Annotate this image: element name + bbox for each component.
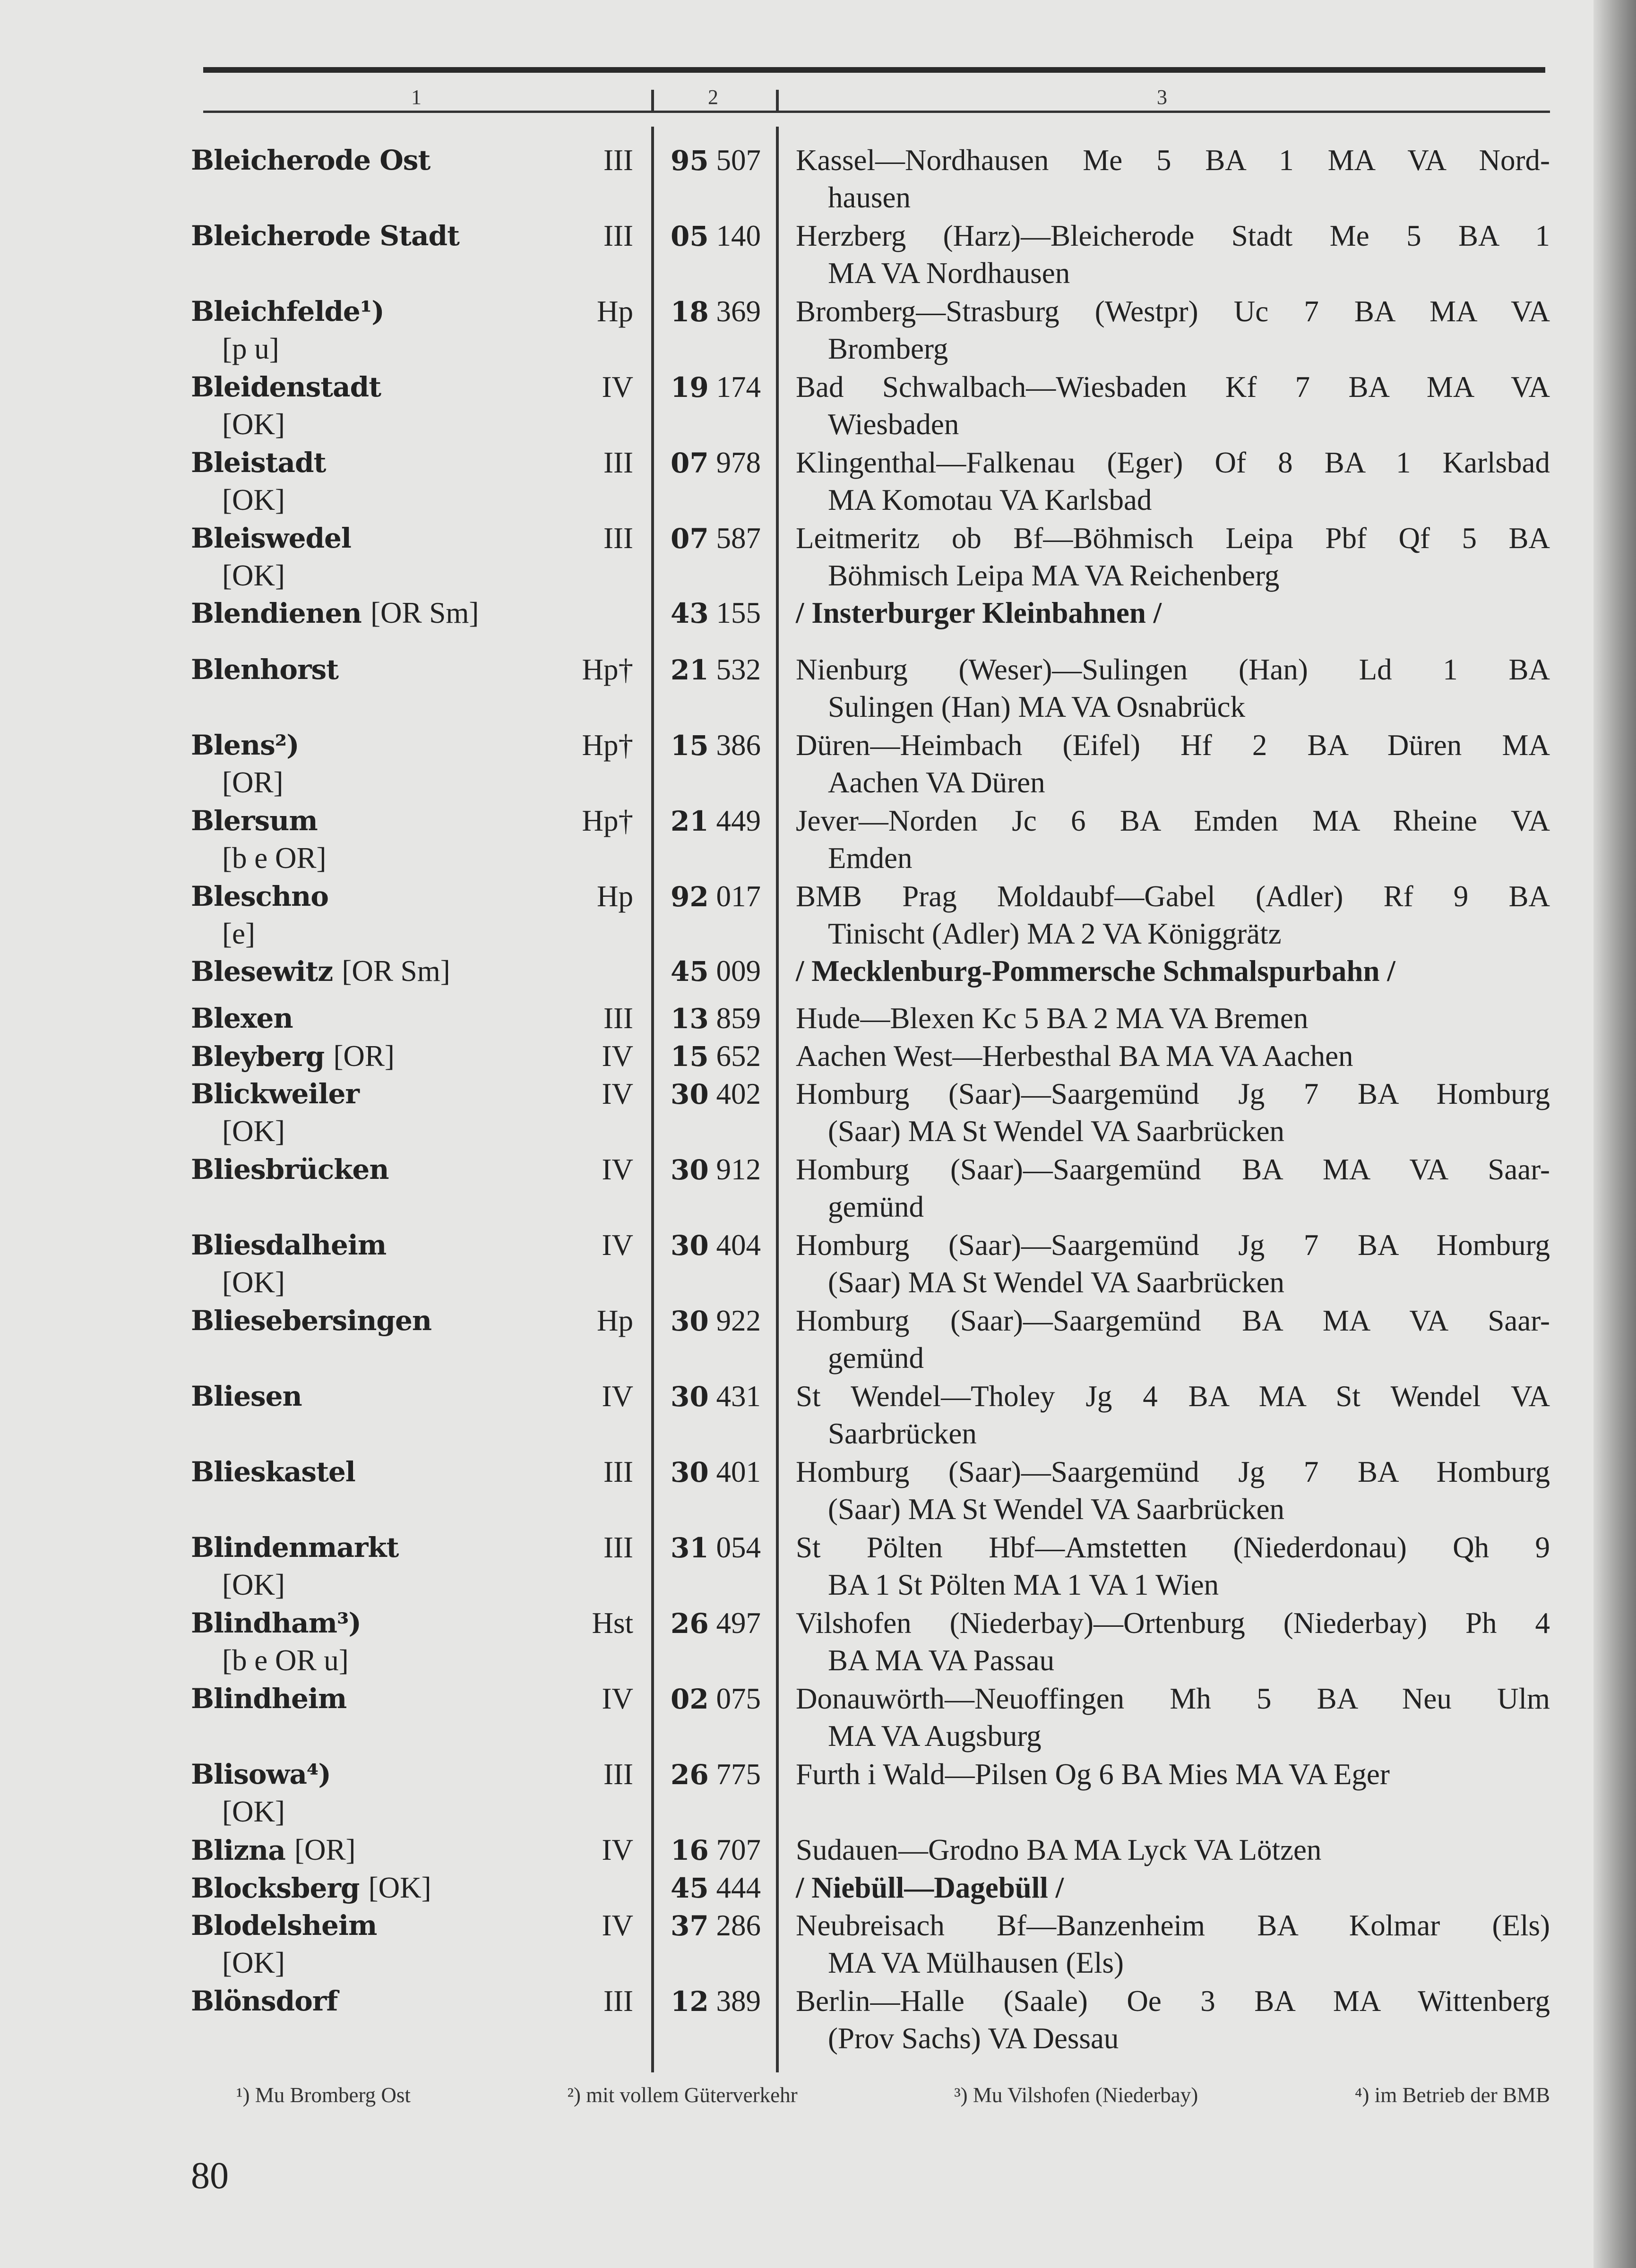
station-note: [OK] bbox=[222, 1946, 285, 1979]
station-number-suffix: 155 bbox=[716, 596, 761, 629]
station-number-suffix: 449 bbox=[716, 804, 761, 837]
route-description bbox=[796, 520, 1550, 594]
station-number-prefix: 15 bbox=[671, 1040, 709, 1073]
station-number-suffix: 404 bbox=[716, 1228, 761, 1262]
station-note: [OR Sm] bbox=[370, 596, 479, 629]
route-line: Sudauen—Grodno BA MA Lyck VA Lötzen bbox=[796, 1833, 1322, 1866]
station-number-suffix: 507 bbox=[716, 144, 761, 177]
station-class: III bbox=[603, 446, 633, 479]
station-number bbox=[666, 444, 761, 482]
station-number-prefix: 92 bbox=[671, 881, 709, 913]
station-number bbox=[666, 217, 761, 255]
station-number-suffix: 009 bbox=[716, 954, 761, 988]
route-line: Herzberg (Harz)—Bleicherode Stadt Me 5 BA 1 bbox=[796, 219, 1550, 252]
column-divider-1 bbox=[651, 127, 654, 2072]
station-number-suffix: 775 bbox=[716, 1758, 761, 1791]
route-line-continuation: (Saar) MA St Wendel VA Saarbrücken bbox=[828, 1266, 1285, 1299]
route-line: St Wendel—Tholey Jg 4 BA MA St Wendel VA bbox=[796, 1380, 1550, 1413]
route-description bbox=[796, 1151, 1550, 1226]
station-number-suffix: 369 bbox=[716, 295, 761, 328]
route-line-continuation: MA VA Augsburg bbox=[828, 1719, 1042, 1753]
route-description bbox=[796, 1680, 1550, 1755]
route-line: St Pölten Hbf—Amstetten (Niederdonau) Qh 9 bbox=[796, 1531, 1550, 1564]
route-line: Homburg (Saar)—Saargemünd Jg 7 BA Homburg bbox=[796, 1455, 1550, 1488]
station-number-prefix: 37 bbox=[671, 1910, 709, 1942]
route-line-continuation: Tinischt (Adler) MA 2 VA Königgrätz bbox=[828, 917, 1282, 950]
station-number-suffix: 444 bbox=[716, 1871, 761, 1904]
route-line-continuation: BA 1 St Pölten MA 1 VA 1 Wien bbox=[828, 1568, 1219, 1601]
station-note: [OK] bbox=[222, 483, 285, 516]
station-number-prefix: 12 bbox=[671, 1985, 709, 2018]
route-description bbox=[796, 594, 1550, 632]
station-class: IV bbox=[602, 1909, 633, 1942]
route-line: Aachen West—Herbesthal BA MA VA Aachen bbox=[796, 1040, 1353, 1073]
station-number-suffix: 912 bbox=[716, 1153, 761, 1186]
station-number-prefix: 31 bbox=[671, 1532, 709, 1564]
station-number bbox=[666, 1302, 761, 1340]
route-description bbox=[796, 651, 1550, 726]
station-class: IV bbox=[602, 1153, 633, 1186]
station-number bbox=[666, 594, 761, 632]
station-note: [OK] bbox=[368, 1871, 431, 1904]
station-name: Blesewitz bbox=[191, 955, 333, 988]
station-class: IV bbox=[602, 1682, 633, 1715]
station-number bbox=[666, 651, 761, 689]
station-name: Blodelsheim bbox=[191, 1909, 377, 1942]
station-number-prefix: 43 bbox=[671, 597, 709, 629]
station-name: Blickweiler bbox=[191, 1078, 359, 1110]
station-number bbox=[666, 1000, 761, 1038]
route-line-continuation: MA VA Mülhausen (Els) bbox=[828, 1946, 1124, 1979]
route-description bbox=[796, 1831, 1550, 1869]
station-number bbox=[666, 1869, 761, 1907]
footnote-2: ²) mit vollem Güterverkehr bbox=[567, 2083, 798, 2107]
station-class: IV bbox=[602, 1228, 633, 1262]
station-class: III bbox=[603, 1758, 633, 1791]
station-number bbox=[666, 520, 761, 558]
route-description bbox=[796, 1378, 1550, 1452]
station-number bbox=[666, 1227, 761, 1264]
station-class: Hp† bbox=[582, 729, 633, 762]
station-note: [OK] bbox=[222, 559, 285, 592]
page-number: 80 bbox=[191, 2155, 229, 2197]
station-number bbox=[666, 1680, 761, 1718]
route-description bbox=[796, 1907, 1550, 1982]
station-name: Blisowa⁴) bbox=[191, 1758, 331, 1790]
station-note: [e] bbox=[222, 917, 255, 950]
station-number-suffix: 401 bbox=[716, 1455, 761, 1488]
station-number-suffix: 652 bbox=[716, 1040, 761, 1073]
route-line-continuation: BA MA VA Passau bbox=[828, 1644, 1055, 1677]
station-class: III bbox=[603, 144, 633, 177]
route-description bbox=[796, 1529, 1550, 1604]
station-number-prefix: 07 bbox=[671, 523, 709, 555]
route-description bbox=[796, 1227, 1550, 1301]
route-line: Hude—Blexen Kc 5 BA 2 MA VA Bremen bbox=[796, 1002, 1309, 1035]
station-class: Hp† bbox=[582, 804, 633, 837]
route-line: BMB Prag Moldaubf—Gabel (Adler) Rf 9 BA bbox=[796, 880, 1550, 913]
station-number-suffix: 707 bbox=[716, 1833, 761, 1866]
route-line: Klingenthal—Falkenau (Eger) Of 8 BA 1 Karlsbad bbox=[796, 446, 1550, 479]
station-number-suffix: 859 bbox=[716, 1002, 761, 1035]
station-number-prefix: 30 bbox=[671, 1305, 709, 1337]
route-line: Homburg (Saar)—Saargemünd BA MA VA Saar- bbox=[796, 1153, 1550, 1186]
station-number-prefix: 30 bbox=[671, 1078, 709, 1110]
station-name: Blendienen bbox=[191, 597, 362, 629]
route-description bbox=[796, 1302, 1550, 1377]
station-name: Blersum bbox=[191, 805, 318, 837]
station-number-prefix: 30 bbox=[671, 1456, 709, 1488]
route-line: Berlin—Halle (Saale) Oe 3 BA MA Wittenberg bbox=[796, 1984, 1550, 2018]
station-number-suffix: 402 bbox=[716, 1077, 761, 1110]
route-line-continuation: Böhmisch Leipa MA VA Reichenberg bbox=[828, 559, 1280, 592]
station-number-prefix: 26 bbox=[671, 1759, 709, 1791]
station-number-suffix: 922 bbox=[716, 1304, 761, 1337]
station-number bbox=[666, 142, 761, 180]
station-name: Blindenmarkt bbox=[191, 1531, 399, 1564]
route-description bbox=[796, 369, 1550, 443]
station-number-prefix: 16 bbox=[671, 1834, 709, 1866]
route-line-continuation: MA VA Nordhausen bbox=[828, 257, 1070, 290]
station-note: [OR] bbox=[294, 1833, 356, 1866]
station-name: Bleichfelde¹) bbox=[191, 295, 384, 327]
station-class: III bbox=[603, 219, 633, 252]
route-description bbox=[796, 293, 1550, 368]
route-line-continuation: Saarbrücken bbox=[828, 1417, 977, 1450]
route-line: Kassel—Nordhausen Me 5 BA 1 MA VA Nord- bbox=[796, 144, 1550, 177]
station-name: Blieskastel bbox=[191, 1456, 355, 1488]
station-number-prefix: 19 bbox=[671, 371, 709, 404]
station-number-suffix: 286 bbox=[716, 1909, 761, 1942]
station-class: IV bbox=[602, 1380, 633, 1413]
station-number bbox=[666, 1529, 761, 1567]
station-number-suffix: 389 bbox=[716, 1984, 761, 2018]
station-number-suffix: 532 bbox=[716, 653, 761, 686]
station-number-suffix: 017 bbox=[716, 880, 761, 913]
station-number bbox=[666, 1907, 761, 1945]
station-note: [OR] bbox=[333, 1040, 395, 1073]
route-line: / Insterburger Kleinbahnen / bbox=[796, 596, 1162, 629]
station-name-cell bbox=[191, 594, 607, 632]
station-name: Blönsdorf bbox=[191, 1985, 338, 2017]
station-name: Blocksberg bbox=[191, 1872, 360, 1904]
top-rule bbox=[203, 67, 1545, 73]
station-class: Hp bbox=[597, 295, 633, 328]
header-divider-2 bbox=[776, 90, 779, 112]
station-name: Bleistadt bbox=[191, 447, 326, 479]
station-number-prefix: 18 bbox=[671, 296, 709, 328]
station-note: [OR] bbox=[222, 766, 284, 799]
station-class: Hp bbox=[597, 880, 633, 913]
route-line: Bromberg—Strasburg (Westpr) Uc 7 BA MA VA bbox=[796, 295, 1550, 328]
station-note: [b e OR u] bbox=[222, 1644, 349, 1677]
station-name: Bleicherode Stadt bbox=[191, 220, 459, 252]
column-divider-2 bbox=[776, 127, 779, 2072]
station-note: [OK] bbox=[222, 1266, 285, 1299]
route-line: Homburg (Saar)—Saargemünd BA MA VA Saar- bbox=[796, 1304, 1550, 1337]
route-line-continuation: gemünd bbox=[828, 1190, 924, 1223]
station-class: Hp† bbox=[582, 653, 633, 686]
station-name: Blenhorst bbox=[191, 653, 338, 686]
route-description bbox=[796, 878, 1550, 953]
route-line: Jever—Norden Jc 6 BA Emden MA Rheine VA bbox=[796, 804, 1550, 837]
station-name: Bliesebersingen bbox=[191, 1305, 432, 1337]
station-class: Hst bbox=[592, 1606, 633, 1640]
station-class: Hp bbox=[597, 1304, 633, 1337]
route-description bbox=[796, 1075, 1550, 1150]
route-description bbox=[796, 1038, 1550, 1075]
header-rule bbox=[203, 111, 1550, 113]
station-name: Bliesen bbox=[191, 1380, 302, 1412]
station-name: Blizna bbox=[191, 1834, 285, 1866]
page-edge-shadow bbox=[1593, 0, 1636, 2268]
station-class: III bbox=[603, 1455, 633, 1488]
route-description bbox=[796, 444, 1550, 519]
route-line-continuation: (Prov Sachs) VA Dessau bbox=[828, 2022, 1119, 2055]
station-number-suffix: 075 bbox=[716, 1682, 761, 1715]
route-description bbox=[796, 1000, 1550, 1037]
station-note: [b e OR] bbox=[222, 842, 327, 875]
station-number bbox=[666, 878, 761, 916]
station-name: Bleschno bbox=[191, 880, 328, 912]
station-class: III bbox=[603, 1531, 633, 1564]
station-number-prefix: 13 bbox=[671, 1003, 709, 1035]
station-number bbox=[666, 1831, 761, 1869]
route-line-continuation: hausen bbox=[828, 181, 911, 214]
route-description bbox=[796, 142, 1550, 216]
station-number-prefix: 95 bbox=[671, 145, 709, 177]
route-line: Furth i Wald—Pilsen Og 6 BA Mies MA VA Eger bbox=[796, 1758, 1390, 1791]
station-name: Bleicherode Ost bbox=[191, 144, 431, 176]
route-line-continuation: gemünd bbox=[828, 1341, 924, 1375]
station-number-prefix: 02 bbox=[671, 1683, 709, 1715]
station-name: Blindham³) bbox=[191, 1607, 361, 1639]
route-line: / Niebüll—Dagebüll / bbox=[796, 1871, 1064, 1904]
station-name: Bleiswedel bbox=[191, 522, 351, 554]
station-number bbox=[666, 369, 761, 406]
route-description bbox=[796, 1605, 1550, 1679]
station-number-prefix: 30 bbox=[671, 1229, 709, 1262]
station-note: [OK] bbox=[222, 408, 285, 441]
station-class: IV bbox=[602, 370, 633, 404]
station-note: [OR Sm] bbox=[342, 954, 450, 988]
station-number bbox=[666, 1756, 761, 1794]
station-number bbox=[666, 802, 761, 840]
station-class: III bbox=[603, 522, 633, 555]
station-number bbox=[666, 293, 761, 331]
station-number-prefix: 15 bbox=[671, 730, 709, 762]
route-line: Donauwörth—Neuoffingen Mh 5 BA Neu Ulm bbox=[796, 1682, 1550, 1715]
route-line-continuation: Wiesbaden bbox=[828, 408, 959, 441]
station-number bbox=[666, 1453, 761, 1491]
column-header-3: 3 bbox=[1157, 86, 1167, 109]
footnotes bbox=[236, 2083, 1550, 2107]
header-divider-1 bbox=[651, 90, 654, 112]
footnote-3: ³) Mu Vilshofen (Niederbay) bbox=[954, 2083, 1198, 2107]
route-description bbox=[796, 1983, 1550, 2057]
route-line: Düren—Heimbach (Eifel) Hf 2 BA Düren MA bbox=[796, 729, 1550, 762]
station-number-suffix: 174 bbox=[716, 370, 761, 404]
station-number-suffix: 497 bbox=[716, 1606, 761, 1640]
route-line: Leitmeritz ob Bf—Böhmisch Leipa Pbf Qf 5 BA bbox=[796, 522, 1550, 555]
station-class: III bbox=[603, 1002, 633, 1035]
station-number bbox=[666, 1151, 761, 1189]
station-number bbox=[666, 1983, 761, 2020]
station-note: [OK] bbox=[222, 1568, 285, 1601]
station-name: Blindheim bbox=[191, 1683, 347, 1715]
station-number-suffix: 386 bbox=[716, 729, 761, 762]
station-name: Blexen bbox=[191, 1002, 293, 1034]
station-number-prefix: 07 bbox=[671, 447, 709, 479]
station-number-prefix: 21 bbox=[671, 805, 709, 837]
station-class: IV bbox=[602, 1077, 633, 1110]
station-number-prefix: 30 bbox=[671, 1154, 709, 1186]
station-number-prefix: 05 bbox=[671, 220, 709, 252]
column-header-2: 2 bbox=[708, 86, 718, 109]
route-line: Homburg (Saar)—Saargemünd Jg 7 BA Homburg bbox=[796, 1228, 1550, 1262]
route-line-continuation: (Saar) MA St Wendel VA Saarbrücken bbox=[828, 1493, 1285, 1526]
station-number-prefix: 26 bbox=[671, 1607, 709, 1640]
station-number-suffix: 431 bbox=[716, 1380, 761, 1413]
route-line: / Mecklenburg-Pommersche Schmalspurbahn / bbox=[796, 954, 1395, 988]
station-name: Blens²) bbox=[191, 729, 299, 761]
route-line-continuation: Aachen VA Düren bbox=[828, 766, 1045, 799]
route-line-continuation: Sulingen (Han) MA VA Osnabrück bbox=[828, 690, 1246, 723]
station-number-suffix: 978 bbox=[716, 446, 761, 479]
footnote-1: ¹) Mu Bromberg Ost bbox=[236, 2083, 411, 2107]
station-number bbox=[666, 1605, 761, 1642]
route-line-continuation: Bromberg bbox=[828, 332, 948, 365]
station-number-prefix: 45 bbox=[671, 1872, 709, 1904]
station-number bbox=[666, 727, 761, 765]
route-line: Nienburg (Weser)—Sulingen (Han) Ld 1 BA bbox=[796, 653, 1550, 686]
station-name-cell bbox=[191, 1869, 607, 1907]
route-description bbox=[796, 1869, 1550, 1907]
station-number-prefix: 30 bbox=[671, 1381, 709, 1413]
station-note: [OK] bbox=[222, 1115, 285, 1148]
route-line: Neubreisach Bf—Banzenheim BA Kolmar (Els) bbox=[796, 1909, 1550, 1942]
station-name: Bliesdalheim bbox=[191, 1229, 387, 1261]
route-line-continuation: MA Komotau VA Karlsbad bbox=[828, 483, 1152, 516]
footnote-4: ⁴) im Betrieb der BMB bbox=[1354, 2083, 1550, 2107]
route-description bbox=[796, 953, 1550, 990]
route-line: Vilshofen (Niederbay)—Ortenburg (Niederbay) Ph 4 bbox=[796, 1606, 1550, 1640]
station-number bbox=[666, 1075, 761, 1113]
station-number-suffix: 587 bbox=[716, 522, 761, 555]
station-name-cell bbox=[191, 953, 607, 990]
station-name: Bleidenstadt bbox=[191, 371, 381, 403]
route-description bbox=[796, 1756, 1550, 1793]
route-line: Bad Schwalbach—Wiesbaden Kf 7 BA MA VA bbox=[796, 370, 1550, 404]
route-description bbox=[796, 1453, 1550, 1528]
station-number-suffix: 054 bbox=[716, 1531, 761, 1564]
station-number-prefix: 45 bbox=[671, 955, 709, 988]
station-number bbox=[666, 953, 761, 990]
station-class: IV bbox=[602, 1833, 633, 1866]
route-description bbox=[796, 217, 1550, 292]
station-number bbox=[666, 1038, 761, 1075]
station-name: Bleyberg bbox=[191, 1040, 325, 1073]
station-number-suffix: 140 bbox=[716, 219, 761, 252]
route-line-continuation: (Saar) MA St Wendel VA Saarbrücken bbox=[828, 1115, 1285, 1148]
route-line-continuation: Emden bbox=[828, 842, 913, 875]
route-description bbox=[796, 802, 1550, 877]
station-class: IV bbox=[602, 1040, 633, 1073]
station-note: [p u] bbox=[222, 332, 279, 365]
route-description bbox=[796, 727, 1550, 801]
station-number bbox=[666, 1378, 761, 1416]
station-class: III bbox=[603, 1984, 633, 2018]
route-line: Homburg (Saar)—Saargemünd Jg 7 BA Homburg bbox=[796, 1077, 1550, 1110]
column-header-1: 1 bbox=[411, 86, 422, 109]
station-name: Bliesbrücken bbox=[191, 1153, 389, 1186]
station-number-prefix: 21 bbox=[671, 654, 709, 686]
station-note: [OK] bbox=[222, 1795, 285, 1828]
